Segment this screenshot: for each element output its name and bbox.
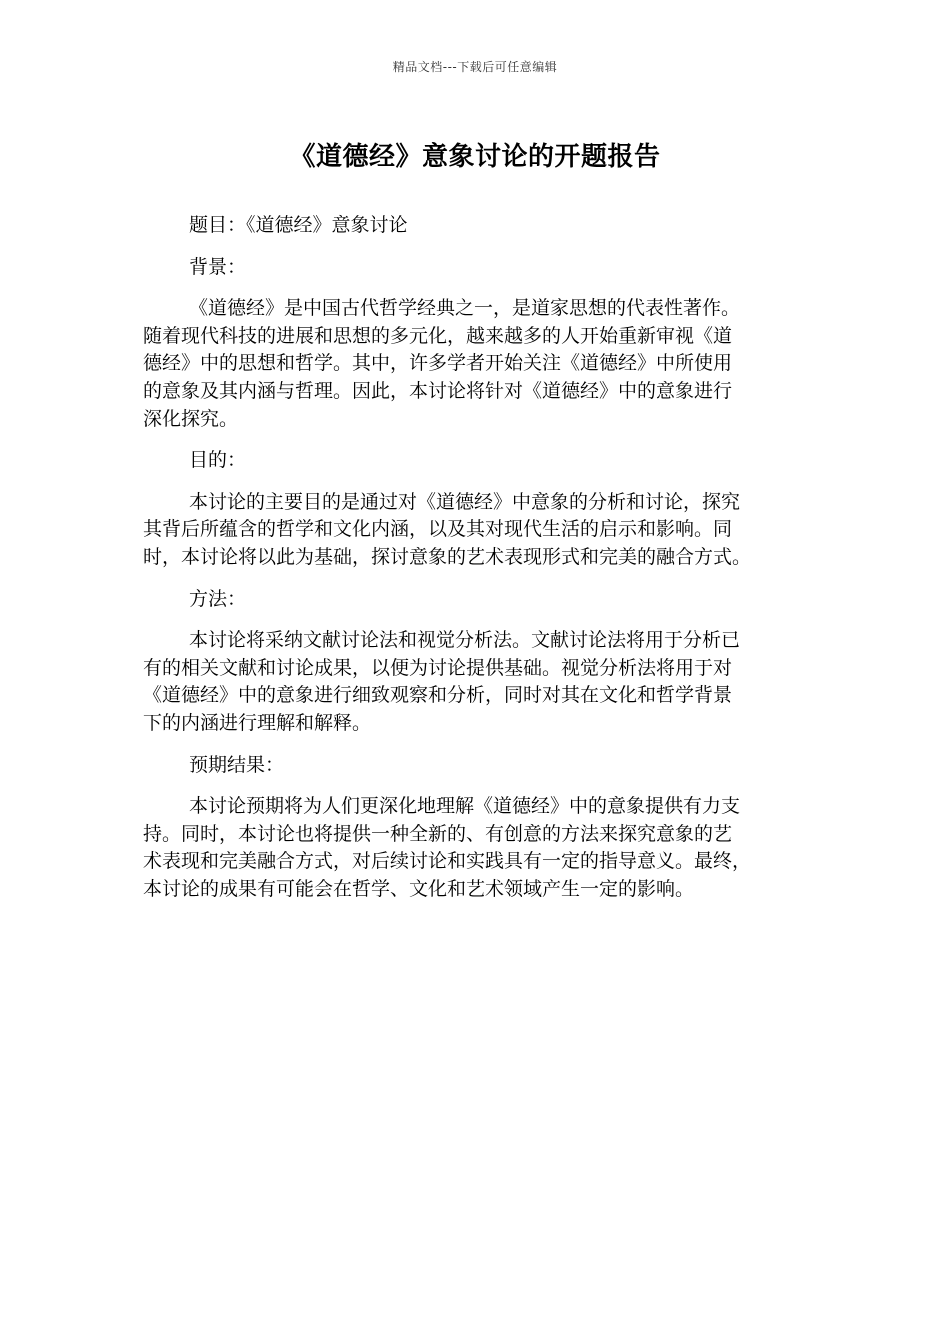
section-paragraph-purpose [143, 489, 800, 572]
document-body [143, 212, 800, 917]
paragraph-line: 随着现代科技的进展和思想的多元化，越来越多的人开始重新审视《道 [143, 324, 733, 347]
paragraph-line: 持。同时，本讨论也将提供一种全新的、有创意的方法来探究意象的艺 [143, 822, 733, 845]
section-label-purpose: 目的： [189, 449, 247, 472]
paragraph-line: 本讨论的主要目的是通过对《道德经》中意象的分析和讨论，探究 [189, 490, 741, 513]
paragraph-line: 《道德经》是中国古代哲学经典之一，是道家思想的代表性著作。 [189, 297, 741, 320]
paragraph-line: 《道德经》中的意象进行细致观察和分析，同时对其在文化和哲学背景 [143, 684, 733, 707]
paragraph-line: 本讨论预期将为人们更深化地理解《道德经》中的意象提供有力支 [189, 795, 741, 818]
section-label-expected-results: 预期结果： [189, 753, 285, 776]
section-label-background: 背景： [189, 255, 247, 278]
paragraph-line: 时，本讨论将以此为基础，探讨意象的艺术表现形式和完美的融合方式。 [143, 545, 752, 568]
header-note: 精品文档---下载后可任意编辑 [392, 60, 558, 74]
paragraph-line: 其背后所蕴含的哲学和文化内涵，以及其对现代生活的启示和影响。同 [143, 518, 733, 541]
paragraph-line: 有的相关文献和讨论成果，以便为讨论提供基础。视觉分析法将用于对 [143, 656, 733, 679]
section-paragraph-expected-results [143, 793, 800, 903]
section-label-method: 方法： [189, 587, 247, 610]
paragraph-line: 下的内涵进行理解和解释。 [143, 711, 372, 734]
paragraph-line: 的意象及其内涵与哲理。因此，本讨论将针对《道德经》中的意象进行 [143, 379, 733, 402]
document-title: 《道德经》意象讨论的开题报告 [289, 142, 661, 172]
paragraph-line: 深化探究。 [143, 407, 239, 430]
section-paragraph-background [143, 295, 800, 433]
paragraph-line: 术表现和完美融合方式，对后续讨论和实践具有一定的指导意义。最终， [143, 850, 752, 873]
section-paragraph-method [143, 627, 800, 737]
paragraph-line: 本讨论将采纳文献讨论法和视觉分析法。文献讨论法将用于分析已 [189, 629, 741, 652]
topic-line: 题目：《道德经》意象讨论 [189, 214, 408, 236]
paragraph-line: 德经》中的思想和哲学。其中，许多学者开始关注《道德经》中所使用 [143, 352, 733, 375]
paragraph-line: 本讨论的成果有可能会在哲学、文化和艺术领域产生一定的影响。 [143, 877, 695, 900]
